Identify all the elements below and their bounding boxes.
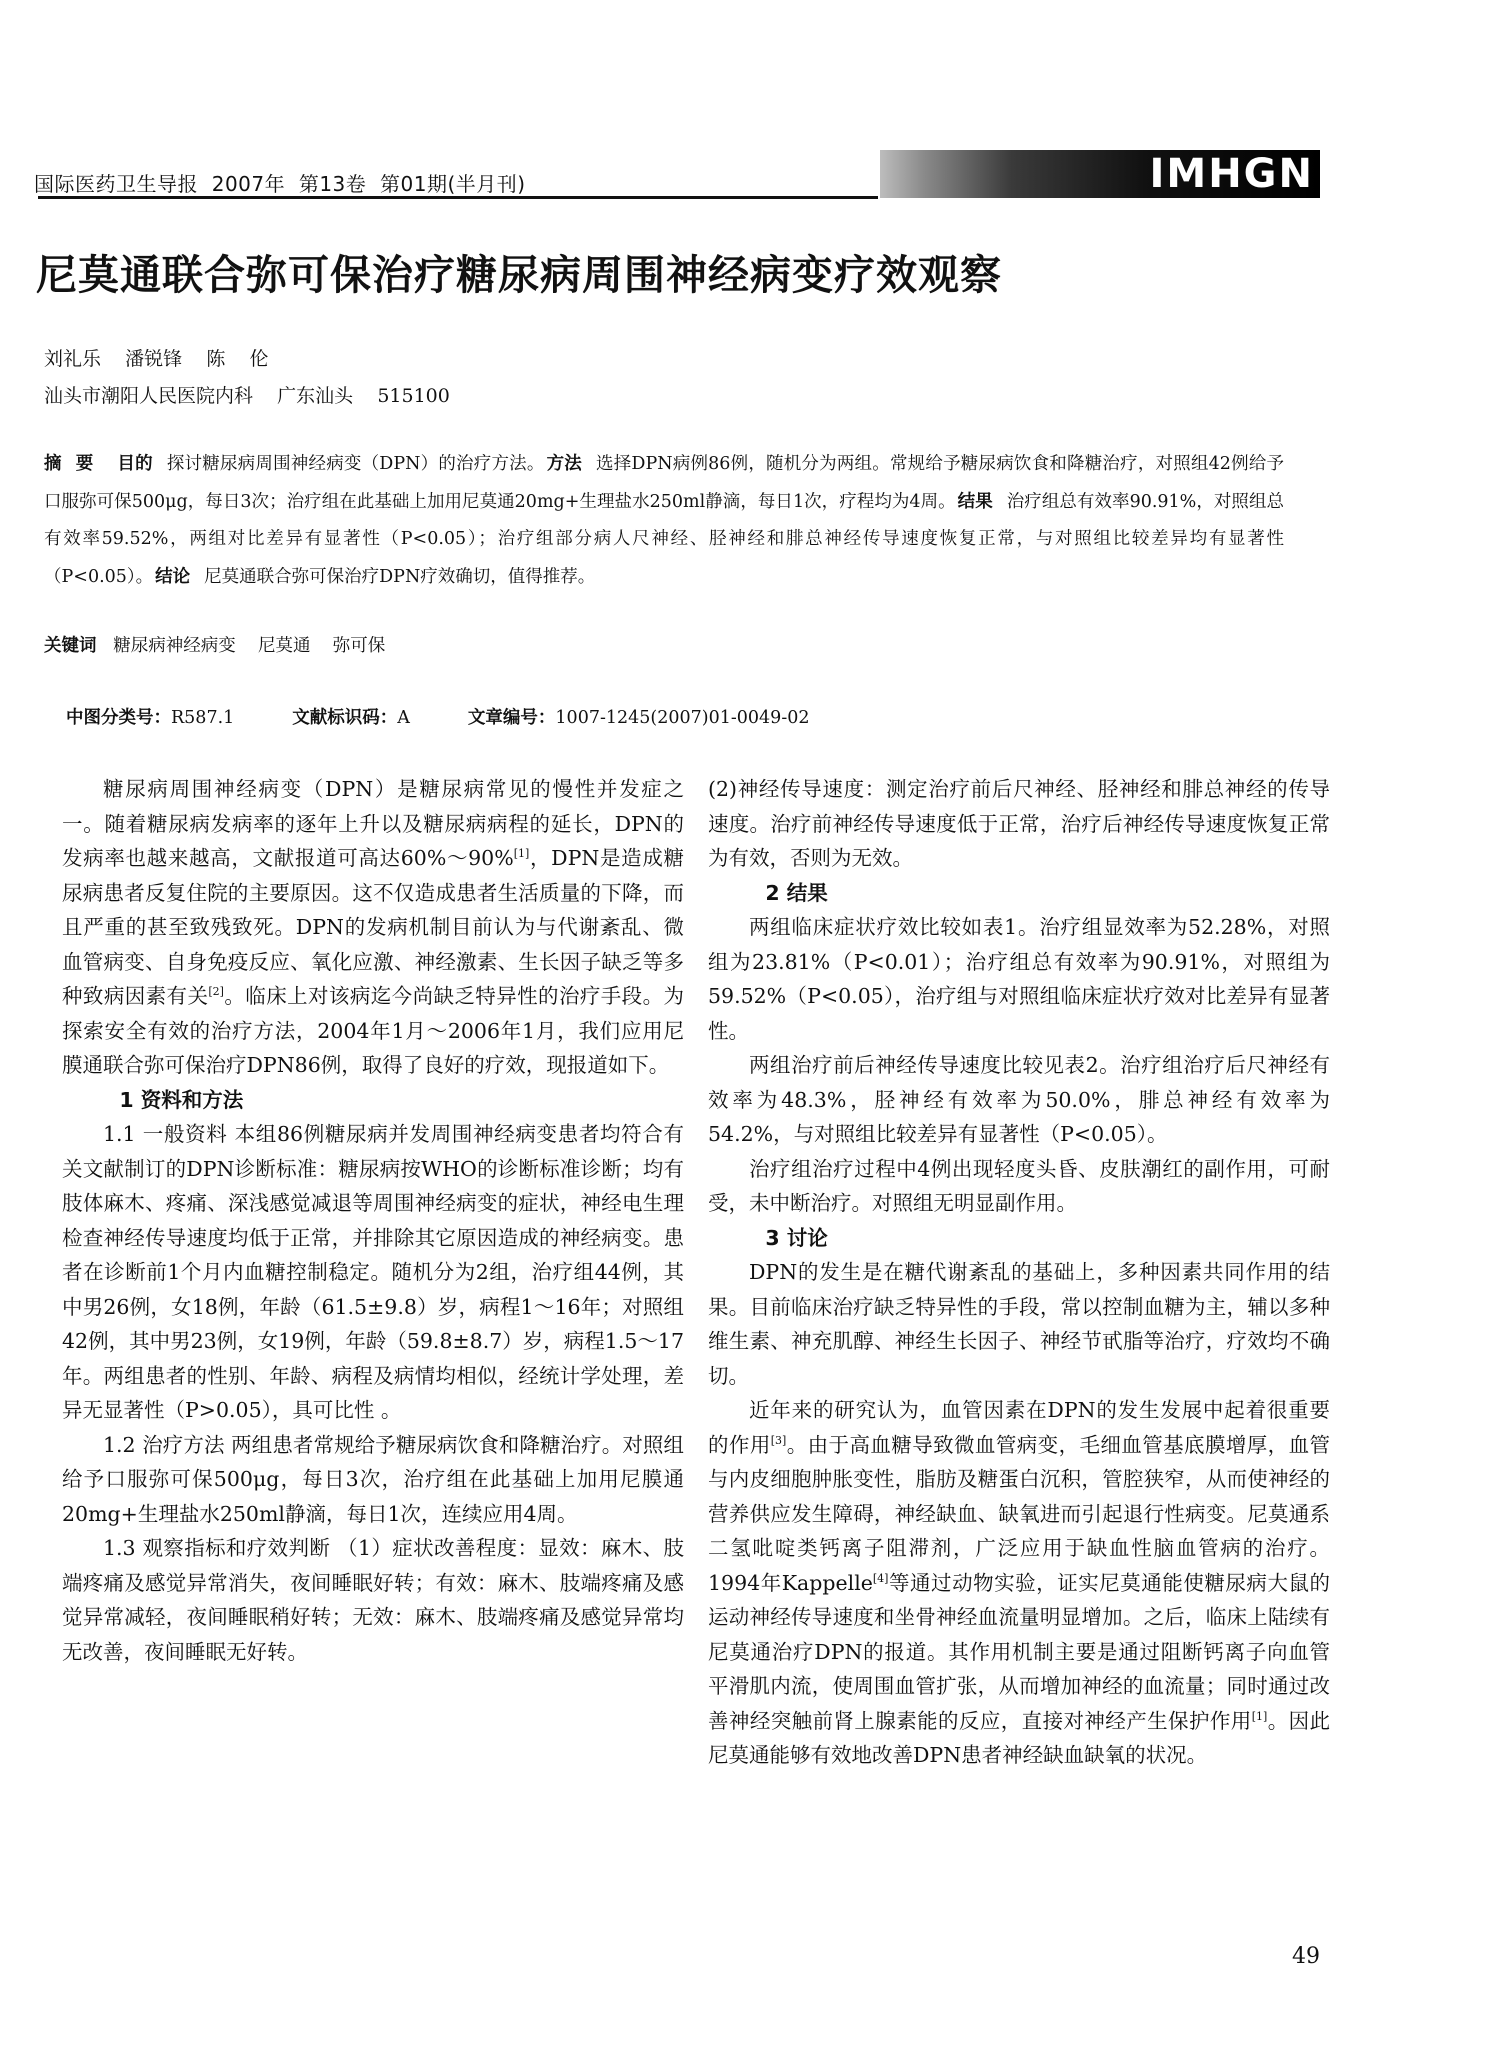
classification-line	[66, 704, 810, 729]
page-number: 49	[1292, 1944, 1320, 1969]
body-column-left	[62, 772, 684, 1669]
abstract-label: 摘要	[44, 454, 108, 474]
article-title: 尼莫通联合弥可保治疗糖尿病周围神经病变疗效观察	[36, 251, 1002, 299]
journal-info: 国际医药卫生导报 2007年 第13卷 第01期(半月刊)	[34, 172, 526, 196]
abstract-result: 治疗组总有效率90.91%，对照组总有效率59.52%，两组对比差异有显著性（P<0.05）；治疗组部分病人尺神经、胫神经和腓总神经传导速度恢复正常，与对照组比较差异均有显著性（P<0.05）。	[44, 491, 1285, 587]
intro-text-1: 糖尿病周围神经病变（DPN）是糖尿病常见的慢性并发症之一。随着糖尿病发病率的逐年上升以及糖尿病病程的延长，DPN的发病率也越来越高，文献报道可高达60%～90%	[62, 777, 684, 870]
citation-1[interactable]: [1]	[513, 847, 530, 861]
keywords-label: 关键词	[44, 636, 97, 656]
discussion-text-c: 等通过动物实验，证实尼莫通能使糖尿病大鼠的运动神经传导速度和坐骨神经血流量明显增加。之后，临床上陆续有尼莫通治疗DPN的报道。其作用机制主要是通过阻断钙离子向血管平滑肌内流，使周围血管扩张，从而增加神经的血流量；同时通过改善神经突触前肾上腺素能的反应，直接对神经产生保护作用	[708, 1570, 1330, 1733]
doc-code-value: A	[397, 708, 410, 728]
clc-label: 中图分类号：	[66, 708, 171, 728]
journal-logo-text: IMHGN	[1149, 151, 1314, 197]
paragraph-general-data: 1.1 一般资料 本组86例糖尿病并发周围神经病变患者均符合有关文献制订的DPN诊断标准：糖尿病按WHO的诊断标准诊断；均有肢体麻木、疼痛、深浅感觉减退等周围神经病变的症状，神经电生理检查神经传导速度均低于正常，并排除其它原因造成的神经病变。患者在诊断前1个月内血糖控制稳定。随机分为2组，治疗组44例，其中男26例，女18例，年龄（61.5±9.8）岁，病程1～16年；对照组42例，其中男23例，女19例，年龄（59.8±8.7）岁，病程1.5～17年。两组患者的性别、年龄、病程及病情均相似，经统计学处理，差异无显著性（P>0.05），具可比性 。	[62, 1122, 684, 1422]
paragraph-discussion-2	[708, 1393, 1330, 1773]
paragraph-results-2: 两组治疗前后神经传导速度比较见表2。治疗组治疗后尺神经有效率为48.3%，胫神经有效率为50.0%，腓总神经有效率为54.2%，与对照组比较差异有显著性（P<0.05）。	[708, 1053, 1330, 1146]
affiliation: 汕头市潮阳人民医院内科 广东汕头 515100	[44, 385, 450, 407]
abstract-conclusion: 尼莫通联合弥可保治疗DPN疗效确切，值得推荐。	[204, 566, 596, 587]
discussion-text-b: 。由于高血糖导致微血管病变，毛细血管基底膜增厚，血管与内皮细胞肿胀变性，脂肪及糖蛋白沉积，管腔狭窄，从而使神经的营养供应发生障碍，神经缺血、缺氧进而引起退行性病变。尼莫通系二氢吡啶类钙离子阻滞剂，广泛应用于缺血性脑血管病的治疗。1994年Kappelle	[708, 1432, 1331, 1595]
paragraph-results-1: 两组临床症状疗效比较如表1。治疗组显效率为52.28%，对照组为23.81%（P<0.01）；治疗组总有效率为90.91%，对照组为59.52%（P<0.05），治疗组与对照组临床症状疗效对比差异有显著性。	[708, 915, 1330, 1043]
discussion-text-a: 近年来的研究认为，血管因素在DPN的发生发展中起着很重要的作用	[708, 1398, 1330, 1457]
intro-text-2: ，DPN是造成糖尿病患者反复住院的主要原因。这不仅造成患者生活质量的下降，而且严重的甚至致残致死。DPN的发病机制目前认为与代谢紊乱、微血管病变、自身免疫反应、氧化应激、神经激素、生长因子缺乏等多种致病因素有关	[62, 846, 684, 1008]
keywords	[44, 632, 385, 657]
objective-label: 目的	[117, 454, 153, 474]
citation-4[interactable]: [4]	[872, 1571, 889, 1585]
doc-code-label: 文献标识码：	[292, 708, 398, 728]
section-heading-results: 2 结果	[765, 880, 828, 905]
paragraph-observation: 1.3 观察指标和疗效判断 （1）症状改善程度：显效：麻木、肢端疼痛及感觉异常消失，夜间睡眠好转；有效：麻木、肢端疼痛及感觉异常减轻，夜间睡眠稍好转；无效：麻木、肢端疼痛及感觉异常均无改善，夜间睡眠无好转。	[62, 1536, 684, 1664]
abstract-method: 选择DPN病例86例，随机分为两组。常规给予糖尿病饮食和降糖治疗，对照组42例给予口服弥可保500μg，每日3次；治疗组在此基础上加用尼莫通20mg+生理盐水250ml静滴，每日1次，疗程均为4周。	[44, 454, 1285, 512]
intro-paragraph	[62, 772, 684, 1083]
section-heading-discussion: 3 讨论	[765, 1225, 828, 1250]
journal-logo	[880, 150, 1320, 198]
paragraph-results-3: 治疗组治疗过程中4例出现轻度头昏、皮肤潮红的副作用，可耐受，未中断治疗。对照组无明显副作用。	[708, 1156, 1330, 1215]
section-heading-methods: 1 资料和方法	[119, 1087, 244, 1112]
paragraph-discussion-1: DPN的发生是在糖代谢紊乱的基础上，多种因素共同作用的结果。目前临床治疗缺乏特异性的手段，常以控制血糖为主，辅以多种维生素、神充肌醇、神经生长因子、神经节甙脂等治疗，疗效均不确切。	[708, 1260, 1330, 1388]
conclusion-label: 结论	[155, 566, 191, 587]
article-no-label: 文章编号：	[467, 708, 556, 728]
keywords-list: 糖尿病神经病变 尼莫通 弥可保	[113, 636, 386, 656]
citation-2[interactable]: [2]	[208, 985, 224, 999]
authors: 刘礼乐 潘锐锋 陈 伦	[44, 348, 269, 370]
header-rule	[38, 196, 878, 199]
paragraph-conduction: (2)神经传导速度：测定治疗前后尺神经、胫神经和腓总神经的传导速度。治疗前神经传导速度低于正常，治疗后神经传导速度恢复正常为有效，否则为无效。	[708, 777, 1330, 870]
body-column-right	[708, 772, 1330, 1773]
intro-text-3: 。临床上对该病迄今尚缺乏特异性的治疗手段。为探索安全有效的治疗方法，2004年1月～2006年1月，我们应用尼膜通联合弥可保治疗DPN86例，取得了良好的疗效，现报道如下。	[62, 984, 684, 1077]
citation-1b[interactable]: [1]	[1251, 1709, 1268, 1723]
result-label: 结果	[957, 491, 993, 512]
abstract	[44, 446, 1284, 596]
paragraph-treatment: 1.2 治疗方法 两组患者常规给予糖尿病饮食和降糖治疗。对照组给予口服弥可保500μg，每日3次，治疗组在此基础上加用尼膜通20mg+生理盐水250ml静滴，每日1次，连续应用4周。	[62, 1432, 684, 1526]
citation-3[interactable]: [3]	[770, 1433, 787, 1447]
method-label: 方法	[546, 454, 582, 474]
abstract-objective: 探讨糖尿病周围神经病变（DPN）的治疗方法。	[166, 454, 545, 474]
discussion-text-d: 。因此尼莫通能够有效地改善DPN患者神经缺血缺氧的状况。	[708, 1708, 1331, 1767]
clc-value: R587.1	[171, 708, 235, 728]
article-no-value: 1007-1245(2007)01-0049-02	[555, 708, 810, 728]
